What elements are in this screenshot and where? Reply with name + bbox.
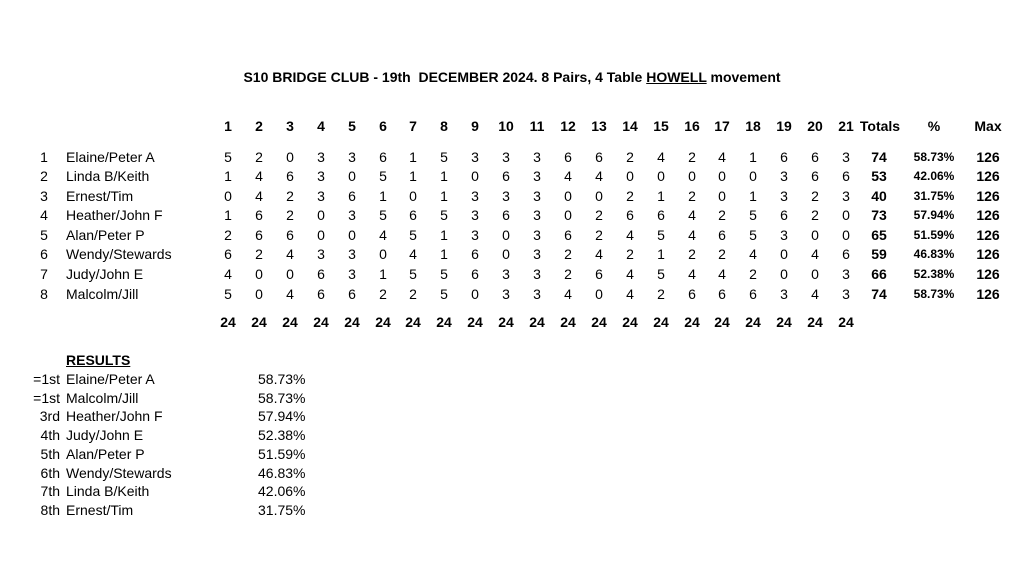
result-percent: 57.94% bbox=[258, 408, 306, 424]
score-cell: 6 bbox=[688, 286, 696, 302]
board-header-14: 14 bbox=[622, 118, 638, 134]
score-cell: 3 bbox=[533, 188, 541, 204]
result-pair-name: Elaine/Peter A bbox=[66, 371, 155, 387]
score-cell: 2 bbox=[409, 286, 417, 302]
score-cell: 5 bbox=[224, 149, 232, 165]
pair-name: Alan/Peter P bbox=[66, 227, 145, 243]
score-cell: 2 bbox=[657, 286, 665, 302]
column-total: 24 bbox=[467, 314, 483, 330]
score-cell: 2 bbox=[255, 149, 263, 165]
column-total: 24 bbox=[282, 314, 298, 330]
score-cell: 0 bbox=[471, 286, 479, 302]
percent-header: % bbox=[927, 118, 941, 134]
column-total: 24 bbox=[684, 314, 700, 330]
score-cell: 3 bbox=[780, 188, 788, 204]
score-cell: 3 bbox=[348, 266, 356, 282]
score-cell: 0 bbox=[379, 246, 387, 262]
pair-percent: 42.06% bbox=[913, 169, 955, 183]
score-cell: 6 bbox=[286, 168, 294, 184]
board-header-15: 15 bbox=[653, 118, 669, 134]
result-percent: 58.73% bbox=[258, 371, 306, 387]
score-cell: 3 bbox=[842, 188, 850, 204]
result-pair-name: Linda B/Keith bbox=[66, 483, 150, 499]
board-header-17: 17 bbox=[714, 118, 730, 134]
score-cell: 0 bbox=[564, 188, 572, 204]
result-percent: 31.75% bbox=[258, 502, 306, 518]
score-cell: 4 bbox=[255, 168, 263, 184]
score-cell: 0 bbox=[409, 188, 417, 204]
score-cell: 4 bbox=[718, 266, 726, 282]
score-cell: 4 bbox=[379, 227, 387, 243]
score-cell: 3 bbox=[780, 286, 788, 302]
score-cell: 0 bbox=[224, 188, 232, 204]
score-cell: 6 bbox=[224, 246, 232, 262]
result-pair-name: Wendy/Stewards bbox=[66, 465, 172, 481]
score-cell: 5 bbox=[440, 149, 448, 165]
board-header-11: 11 bbox=[529, 118, 545, 134]
score-cell: 5 bbox=[379, 207, 387, 223]
result-place: =1st bbox=[33, 371, 60, 387]
board-header-21: 21 bbox=[838, 118, 854, 134]
score-cell: 1 bbox=[749, 149, 757, 165]
score-cell: 1 bbox=[749, 188, 757, 204]
score-cell: 6 bbox=[255, 227, 263, 243]
result-pair-name: Heather/John F bbox=[66, 408, 163, 424]
score-cell: 0 bbox=[255, 286, 263, 302]
column-total: 24 bbox=[436, 314, 452, 330]
column-total: 24 bbox=[375, 314, 391, 330]
score-cell: 3 bbox=[317, 246, 325, 262]
score-cell: 6 bbox=[379, 149, 387, 165]
score-cell: 3 bbox=[317, 168, 325, 184]
score-cell: 6 bbox=[657, 207, 665, 223]
score-cell: 2 bbox=[379, 286, 387, 302]
score-cell: 3 bbox=[780, 227, 788, 243]
score-cell: 2 bbox=[811, 188, 819, 204]
score-cell: 0 bbox=[780, 266, 788, 282]
pair-percent: 58.73% bbox=[913, 150, 955, 164]
pair-percent: 51.59% bbox=[913, 228, 955, 242]
score-cell: 0 bbox=[842, 227, 850, 243]
pair-total: 53 bbox=[871, 168, 887, 184]
score-cell: 4 bbox=[286, 246, 294, 262]
score-cell: 6 bbox=[471, 266, 479, 282]
score-cell: 2 bbox=[286, 207, 294, 223]
score-cell: 5 bbox=[409, 266, 417, 282]
score-cell: 4 bbox=[718, 149, 726, 165]
score-cell: 6 bbox=[348, 286, 356, 302]
score-cell: 0 bbox=[811, 266, 819, 282]
score-cell: 5 bbox=[440, 286, 448, 302]
score-cell: 6 bbox=[842, 168, 850, 184]
score-cell: 6 bbox=[595, 266, 603, 282]
pair-name: Linda B/Keith bbox=[66, 168, 150, 184]
result-pair-name: Alan/Peter P bbox=[66, 446, 145, 462]
score-cell: 3 bbox=[471, 149, 479, 165]
score-cell: 5 bbox=[224, 286, 232, 302]
pair-max: 126 bbox=[976, 286, 1000, 302]
score-cell: 0 bbox=[471, 168, 479, 184]
score-cell: 6 bbox=[502, 168, 510, 184]
board-header-18: 18 bbox=[745, 118, 761, 134]
column-total: 24 bbox=[251, 314, 267, 330]
pair-number: 2 bbox=[40, 168, 48, 184]
score-cell: 0 bbox=[811, 227, 819, 243]
score-cell: 0 bbox=[749, 168, 757, 184]
max-header: Max bbox=[974, 118, 1002, 134]
score-cell: 4 bbox=[811, 286, 819, 302]
score-cell: 3 bbox=[348, 149, 356, 165]
pair-number: 8 bbox=[40, 286, 48, 302]
score-cell: 5 bbox=[657, 266, 665, 282]
score-cell: 4 bbox=[688, 227, 696, 243]
board-header-2: 2 bbox=[255, 118, 263, 134]
score-cell: 5 bbox=[749, 227, 757, 243]
pair-name: Ernest/Tim bbox=[66, 188, 134, 204]
score-cell: 3 bbox=[533, 207, 541, 223]
score-cell: 2 bbox=[286, 188, 294, 204]
score-cell: 3 bbox=[348, 207, 356, 223]
score-cell: 3 bbox=[502, 266, 510, 282]
score-cell: 1 bbox=[440, 188, 448, 204]
pair-max: 126 bbox=[976, 246, 1000, 262]
score-cell: 2 bbox=[688, 246, 696, 262]
pair-total: 40 bbox=[871, 188, 887, 204]
score-cell: 3 bbox=[533, 168, 541, 184]
score-cell: 4 bbox=[409, 246, 417, 262]
score-cell: 1 bbox=[440, 246, 448, 262]
score-cell: 6 bbox=[718, 227, 726, 243]
pair-percent: 31.75% bbox=[913, 189, 955, 203]
score-cell: 6 bbox=[409, 207, 417, 223]
score-cell: 5 bbox=[440, 266, 448, 282]
pair-percent: 58.73% bbox=[913, 287, 955, 301]
score-cell: 5 bbox=[749, 207, 757, 223]
score-cell: 6 bbox=[842, 246, 850, 262]
result-place: =1st bbox=[33, 390, 60, 406]
column-total: 24 bbox=[591, 314, 607, 330]
column-total: 24 bbox=[560, 314, 576, 330]
pair-max: 126 bbox=[976, 266, 1000, 282]
score-cell: 1 bbox=[379, 188, 387, 204]
result-pair-name: Ernest/Tim bbox=[66, 502, 134, 518]
pair-name: Heather/John F bbox=[66, 207, 163, 223]
score-cell: 0 bbox=[317, 207, 325, 223]
pair-percent: 46.83% bbox=[913, 247, 955, 261]
score-cell: 1 bbox=[224, 207, 232, 223]
pair-name: Malcolm/Jill bbox=[66, 286, 139, 302]
pair-name: Judy/John E bbox=[66, 266, 144, 282]
score-cell: 0 bbox=[286, 149, 294, 165]
board-header-3: 3 bbox=[286, 118, 294, 134]
score-cell: 6 bbox=[626, 207, 634, 223]
score-cell: 6 bbox=[255, 207, 263, 223]
title-movement-type: HOWELL bbox=[646, 69, 707, 85]
score-cell: 0 bbox=[780, 246, 788, 262]
score-cell: 0 bbox=[348, 227, 356, 243]
result-pair-name: Malcolm/Jill bbox=[66, 390, 139, 406]
pair-max: 126 bbox=[976, 149, 1000, 165]
score-cell: 3 bbox=[533, 286, 541, 302]
pair-number: 7 bbox=[40, 266, 48, 282]
score-cell: 4 bbox=[286, 286, 294, 302]
score-cell: 0 bbox=[502, 227, 510, 243]
score-cell: 2 bbox=[255, 246, 263, 262]
pair-percent: 52.38% bbox=[913, 267, 955, 281]
board-header-7: 7 bbox=[409, 118, 417, 134]
score-cell: 0 bbox=[564, 207, 572, 223]
score-cell: 6 bbox=[811, 149, 819, 165]
score-cell: 2 bbox=[688, 188, 696, 204]
pair-number: 6 bbox=[40, 246, 48, 262]
board-header-20: 20 bbox=[807, 118, 823, 134]
score-cell: 0 bbox=[718, 168, 726, 184]
score-cell: 1 bbox=[657, 188, 665, 204]
score-cell: 3 bbox=[502, 286, 510, 302]
score-cell: 4 bbox=[688, 207, 696, 223]
score-cell: 4 bbox=[595, 168, 603, 184]
score-cell: 2 bbox=[564, 266, 572, 282]
result-place: 6th bbox=[40, 465, 60, 481]
score-cell: 3 bbox=[842, 149, 850, 165]
score-cell: 3 bbox=[502, 149, 510, 165]
score-cell: 1 bbox=[409, 149, 417, 165]
score-cell: 4 bbox=[595, 246, 603, 262]
score-cell: 1 bbox=[440, 227, 448, 243]
score-cell: 0 bbox=[255, 266, 263, 282]
score-cell: 2 bbox=[595, 227, 603, 243]
board-header-12: 12 bbox=[560, 118, 576, 134]
pair-total: 73 bbox=[871, 207, 887, 223]
score-cell: 1 bbox=[657, 246, 665, 262]
result-percent: 52.38% bbox=[258, 427, 306, 443]
pair-percent: 57.94% bbox=[913, 208, 955, 222]
result-place: 4th bbox=[40, 427, 60, 443]
score-cell: 0 bbox=[595, 286, 603, 302]
column-total: 24 bbox=[529, 314, 545, 330]
result-place: 7th bbox=[40, 483, 60, 499]
score-cell: 5 bbox=[657, 227, 665, 243]
pair-max: 126 bbox=[976, 227, 1000, 243]
column-total: 24 bbox=[498, 314, 514, 330]
board-header-19: 19 bbox=[776, 118, 792, 134]
score-cell: 3 bbox=[780, 168, 788, 184]
score-cell: 4 bbox=[626, 227, 634, 243]
result-percent: 58.73% bbox=[258, 390, 306, 406]
score-cell: 6 bbox=[471, 246, 479, 262]
column-total: 24 bbox=[745, 314, 761, 330]
score-cell: 5 bbox=[440, 207, 448, 223]
pair-total: 59 bbox=[871, 246, 887, 262]
board-header-10: 10 bbox=[498, 118, 514, 134]
pair-name: Wendy/Stewards bbox=[66, 246, 172, 262]
score-cell: 6 bbox=[317, 286, 325, 302]
score-cell: 0 bbox=[348, 168, 356, 184]
title-suffix: movement bbox=[706, 69, 781, 85]
pair-max: 126 bbox=[976, 207, 1000, 223]
column-total: 24 bbox=[344, 314, 360, 330]
result-percent: 51.59% bbox=[258, 446, 306, 462]
score-cell: 6 bbox=[780, 149, 788, 165]
score-cell: 2 bbox=[626, 188, 634, 204]
board-header-1: 1 bbox=[224, 118, 232, 134]
score-cell: 4 bbox=[749, 246, 757, 262]
pair-total: 65 bbox=[871, 227, 887, 243]
score-cell: 6 bbox=[317, 266, 325, 282]
score-cell: 6 bbox=[595, 149, 603, 165]
score-cell: 3 bbox=[317, 188, 325, 204]
title-prefix: S10 BRIDGE CLUB - 19th DECEMBER 2024. 8 Pairs, 4 Table bbox=[243, 69, 647, 85]
score-cell: 3 bbox=[471, 227, 479, 243]
pair-total: 66 bbox=[871, 266, 887, 282]
score-cell: 1 bbox=[224, 168, 232, 184]
score-cell: 0 bbox=[688, 168, 696, 184]
score-cell: 3 bbox=[502, 188, 510, 204]
board-header-13: 13 bbox=[591, 118, 607, 134]
pair-number: 5 bbox=[40, 227, 48, 243]
totals-header: Totals bbox=[859, 118, 901, 134]
score-cell: 3 bbox=[533, 227, 541, 243]
score-cell: 3 bbox=[471, 188, 479, 204]
board-header-9: 9 bbox=[471, 118, 479, 134]
score-cell: 3 bbox=[317, 149, 325, 165]
score-cell: 2 bbox=[626, 246, 634, 262]
page-title bbox=[0, 69, 1024, 85]
result-place: 8th bbox=[40, 502, 60, 518]
score-cell: 6 bbox=[348, 188, 356, 204]
column-total: 24 bbox=[405, 314, 421, 330]
pair-name: Elaine/Peter A bbox=[66, 149, 155, 165]
pair-number: 1 bbox=[40, 149, 48, 165]
score-cell: 4 bbox=[626, 266, 634, 282]
score-cell: 3 bbox=[533, 266, 541, 282]
score-cell: 2 bbox=[718, 207, 726, 223]
score-cell: 0 bbox=[718, 188, 726, 204]
score-cell: 4 bbox=[564, 286, 572, 302]
score-cell: 4 bbox=[255, 188, 263, 204]
score-cell: 6 bbox=[780, 207, 788, 223]
score-cell: 6 bbox=[749, 286, 757, 302]
result-place: 5th bbox=[40, 446, 60, 462]
score-cell: 6 bbox=[286, 227, 294, 243]
score-cell: 4 bbox=[688, 266, 696, 282]
score-cell: 2 bbox=[224, 227, 232, 243]
score-cell: 0 bbox=[657, 168, 665, 184]
score-cell: 2 bbox=[718, 246, 726, 262]
score-cell: 5 bbox=[409, 227, 417, 243]
score-cell: 4 bbox=[811, 246, 819, 262]
result-percent: 42.06% bbox=[258, 483, 306, 499]
score-cell: 0 bbox=[626, 168, 634, 184]
pair-max: 126 bbox=[976, 168, 1000, 184]
column-total: 24 bbox=[313, 314, 329, 330]
score-cell: 0 bbox=[595, 188, 603, 204]
score-cell: 1 bbox=[440, 168, 448, 184]
pair-max: 126 bbox=[976, 188, 1000, 204]
score-cell: 4 bbox=[224, 266, 232, 282]
results-heading: RESULTS bbox=[66, 352, 131, 368]
score-cell: 0 bbox=[317, 227, 325, 243]
pair-total: 74 bbox=[871, 286, 887, 302]
score-cell: 6 bbox=[811, 168, 819, 184]
pair-number: 4 bbox=[40, 207, 48, 223]
score-cell: 3 bbox=[533, 246, 541, 262]
column-total: 24 bbox=[838, 314, 854, 330]
score-cell: 6 bbox=[564, 149, 572, 165]
board-header-5: 5 bbox=[348, 118, 356, 134]
result-percent: 46.83% bbox=[258, 465, 306, 481]
score-cell: 3 bbox=[348, 246, 356, 262]
pair-number: 3 bbox=[40, 188, 48, 204]
board-header-4: 4 bbox=[317, 118, 325, 134]
score-cell: 2 bbox=[749, 266, 757, 282]
column-total: 24 bbox=[622, 314, 638, 330]
score-cell: 2 bbox=[564, 246, 572, 262]
result-place: 3rd bbox=[39, 408, 60, 424]
column-total: 24 bbox=[807, 314, 823, 330]
score-cell: 6 bbox=[502, 207, 510, 223]
column-total: 24 bbox=[714, 314, 730, 330]
score-cell: 4 bbox=[657, 149, 665, 165]
column-total: 24 bbox=[653, 314, 669, 330]
score-cell: 6 bbox=[718, 286, 726, 302]
score-cell: 6 bbox=[564, 227, 572, 243]
score-cell: 0 bbox=[502, 246, 510, 262]
score-cell: 0 bbox=[286, 266, 294, 282]
board-header-16: 16 bbox=[684, 118, 700, 134]
pair-total: 74 bbox=[871, 149, 887, 165]
column-total: 24 bbox=[220, 314, 236, 330]
score-cell: 3 bbox=[471, 207, 479, 223]
score-cell: 4 bbox=[626, 286, 634, 302]
score-cell: 2 bbox=[811, 207, 819, 223]
column-total: 24 bbox=[776, 314, 792, 330]
score-cell: 3 bbox=[533, 149, 541, 165]
score-cell: 0 bbox=[842, 207, 850, 223]
score-cell: 1 bbox=[409, 168, 417, 184]
board-header-6: 6 bbox=[379, 118, 387, 134]
score-cell: 1 bbox=[379, 266, 387, 282]
score-cell: 4 bbox=[564, 168, 572, 184]
score-cell: 3 bbox=[842, 286, 850, 302]
score-cell: 2 bbox=[595, 207, 603, 223]
score-cell: 3 bbox=[842, 266, 850, 282]
score-cell: 2 bbox=[626, 149, 634, 165]
score-cell: 2 bbox=[688, 149, 696, 165]
board-header-8: 8 bbox=[440, 118, 448, 134]
result-pair-name: Judy/John E bbox=[66, 427, 144, 443]
score-cell: 5 bbox=[379, 168, 387, 184]
